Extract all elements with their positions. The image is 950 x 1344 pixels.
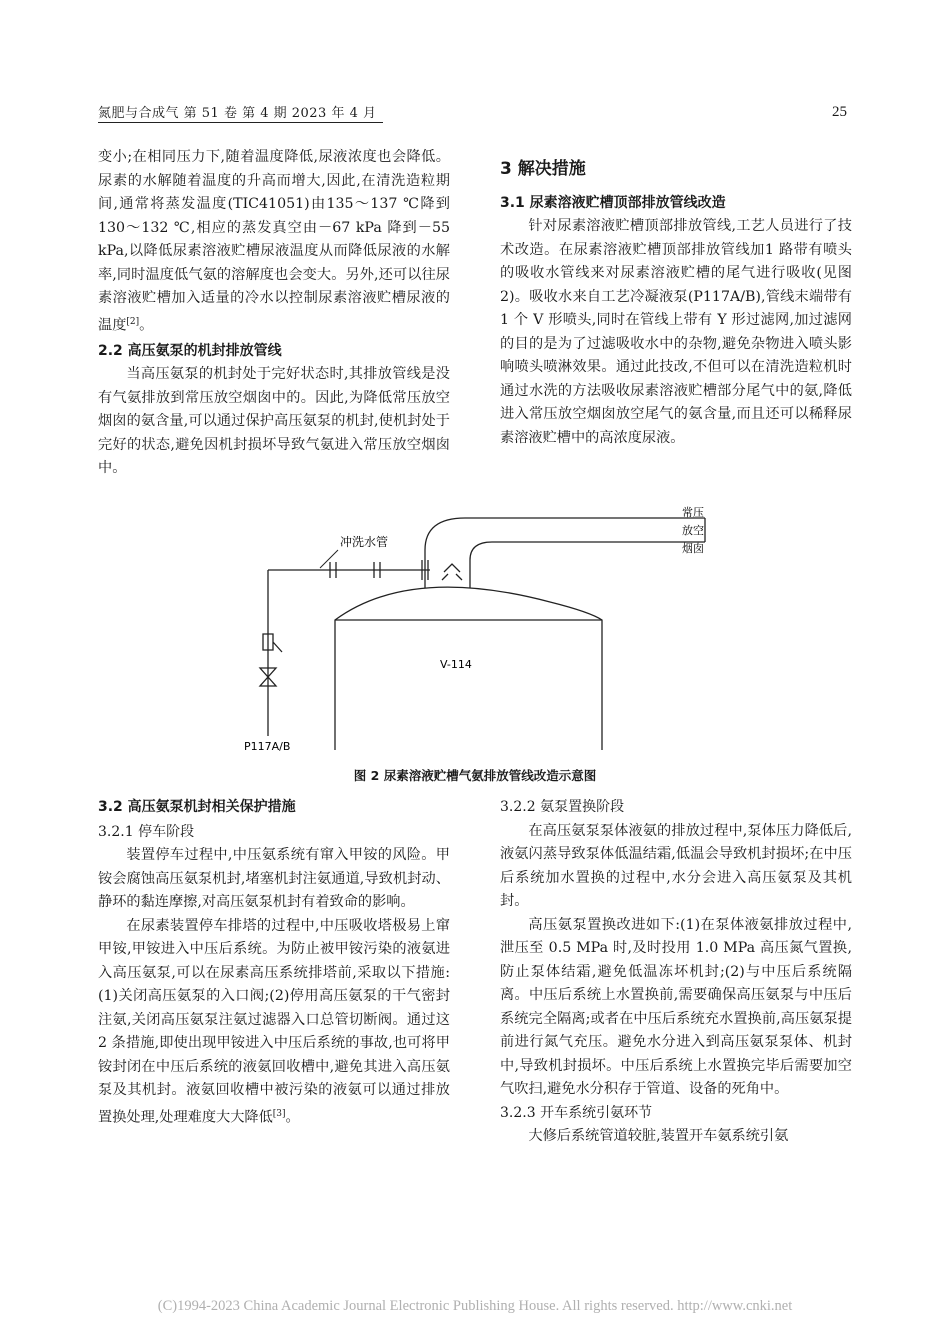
page-number: 25	[832, 104, 847, 120]
paragraph: 变小;在相同压力下,随着温度降低,尿液浓度也会降低。尿素的水解随着温度的升高而增大,因此,在清洗造粒期间,通常将蒸发温度(TIC41051)由135～137 ℃降到 130～132 ℃,相应的蒸发真空由－67 kPa 降到－55 kPa,以降低尿素溶液贮槽尿液温度从而降低尿液的水解率,同时温度低气氨的溶解度也会变大。另外,还可以往尿素溶液贮槽加入适量的冷水以控制尿素溶液贮槽尿液的温度[2]。	[98, 149, 450, 334]
chimney-duct-outer	[425, 518, 705, 588]
right-column-upper	[500, 146, 852, 450]
header-rule	[98, 122, 383, 123]
section-heading-3-2-1: 3.2.1 停车阶段	[98, 823, 195, 840]
nozzle-icon	[442, 564, 462, 580]
section-heading-3-2-3: 3.2.3 开车系统引氨环节	[500, 1104, 653, 1121]
paragraph: 装置停车过程中,中压氨系统有窜入甲铵的风险。甲铵会腐蚀高压氨泵机封,堵塞机封注氨通道,导致机封动、静环的黏连摩擦,对高压氨泵机封有着致命的影响。	[98, 847, 450, 910]
figure-2-diagram	[230, 500, 730, 762]
label-flush-pipe: 冲洗水管	[340, 535, 389, 549]
paragraph: 大修后系统管道较脏,装置开车氨系统引氨	[528, 1128, 789, 1144]
y-strainer-icon	[263, 634, 282, 652]
paragraph: 在高压氨泵泵体液氨的排放过程中,泵体压力降低后,液氨闪蒸导致泵体低温结霜,低温会导致机封损坏;在中压后系统加水置换的过程中,水分会进入高压氨泵及其机封。	[500, 822, 852, 909]
paragraph: 高压氨泵置换改进如下:(1)在泵体液氨排放过程中,泄压至 0.5 MPa 时,及时投用 1.0 MPa 高压氮气置换,防止泵体结霜,避免低温冻坏机封;(2)与中压后系统隔离。中压后系统上水置换前,需要确保高压氨泵与中压后系统完全隔离;或者在中压后系统充水置换前,高压氨泵提前进行氮气充压。避免水分进入到高压氨泵泵体、机封中,导致机封损坏。中压后系统上水置换完毕后需要加空气吹扫,避免水分积存于管道、设备的死角中。	[500, 916, 852, 1097]
left-column-upper	[98, 146, 450, 481]
label-tank: V-114	[440, 658, 472, 671]
left-column-lower	[98, 796, 450, 1130]
running-header: 氮肥与合成气 第 51 卷 第 4 期 2023 年 4 月	[98, 106, 377, 121]
section-heading-3-2-2: 3.2.2 氨泵置换阶段	[500, 799, 625, 815]
right-column-lower	[500, 796, 852, 1149]
section-heading-3-2: 3.2 高压氨泵机封相关保护措施	[98, 799, 296, 815]
label-chimney-2: 放空	[682, 524, 704, 537]
paragraph: 针对尿素溶液贮槽顶部排放管线,工艺人员进行了技术改造。在尿素溶液贮槽顶部排放管线加1 路带有喷头的吸收水管线来对尿素溶液贮槽的尾气进行吸收(见图 2)。吸收水来自工艺冷凝液泵(P117A/B),管线末端带有 1 个 V 形喷头,同时在管线上带有 Y 形过滤网,加过滤网的目的是为了过滤吸收水中的杂物,避免杂物进入喷头影响喷头喷淋效果。通过此技改,不但可以在清洗造粒机时通过水洗的方法吸收尿素溶液贮槽部分尾气中的氨,降低进入常压放空烟囱放空尾气的氨含量,而且还可以稀释尿素溶液贮槽中的高浓度尿液。	[500, 218, 852, 446]
chimney-duct-inner	[470, 542, 705, 588]
copyright-footer: (C)1994-2023 China Academic Journal Electronic Publishing House. All rights reserved. http://www.cnki.net	[157, 1298, 793, 1314]
citation: [3]	[272, 1108, 286, 1119]
section-heading-2-2: 2.2 高压氨泵的机封排放管线	[98, 342, 282, 359]
label-chimney-3: 烟囱	[682, 542, 704, 555]
section-heading-3: 3 解决措施	[500, 159, 586, 179]
paragraph: 在尿素装置停车排塔的过程中,中压吸收塔极易上窜甲铵,甲铵进入中压后系统。为防止被甲铵污染的液氨进入高压氨泵,可以在尿素高压系统排塔前,采取以下措施:(1)关闭高压氨泵的入口阀;(2)停用高压氨泵的干气密封注氨,关闭高压氨泵注氨过滤器入口总管切断阀。通过这2 条措施,即使出现甲铵进入中压后系统的事故,也可将甲铵封闭在中压后系统的液氨回收槽中,避免其进入高压氨泵及其机封。液氨回收槽中被污染的液氨可以通过排放置换处理,处理难度大大降低[3]。	[98, 917, 450, 1126]
label-chimney-1: 常压	[682, 506, 704, 519]
section-heading-3-1: 3.1 尿素溶液贮槽顶部排放管线改造	[500, 194, 726, 211]
figure-caption: 图 2 尿素溶液贮槽气氨排放管线改造示意图	[353, 768, 597, 783]
label-pump: P117A/B	[244, 740, 291, 753]
paragraph: 当高压氨泵的机封处于完好状态时,其排放管线是没有气氨排放到常压放空烟囱中的。因此,为降低常压放空烟囱的氨含量,可以通过保护高压氨泵的机封,使机封处于完好的状态,避免因机封损坏导致气氨进入常压放空烟囱中。	[98, 366, 450, 477]
citation: [2]	[126, 316, 140, 327]
